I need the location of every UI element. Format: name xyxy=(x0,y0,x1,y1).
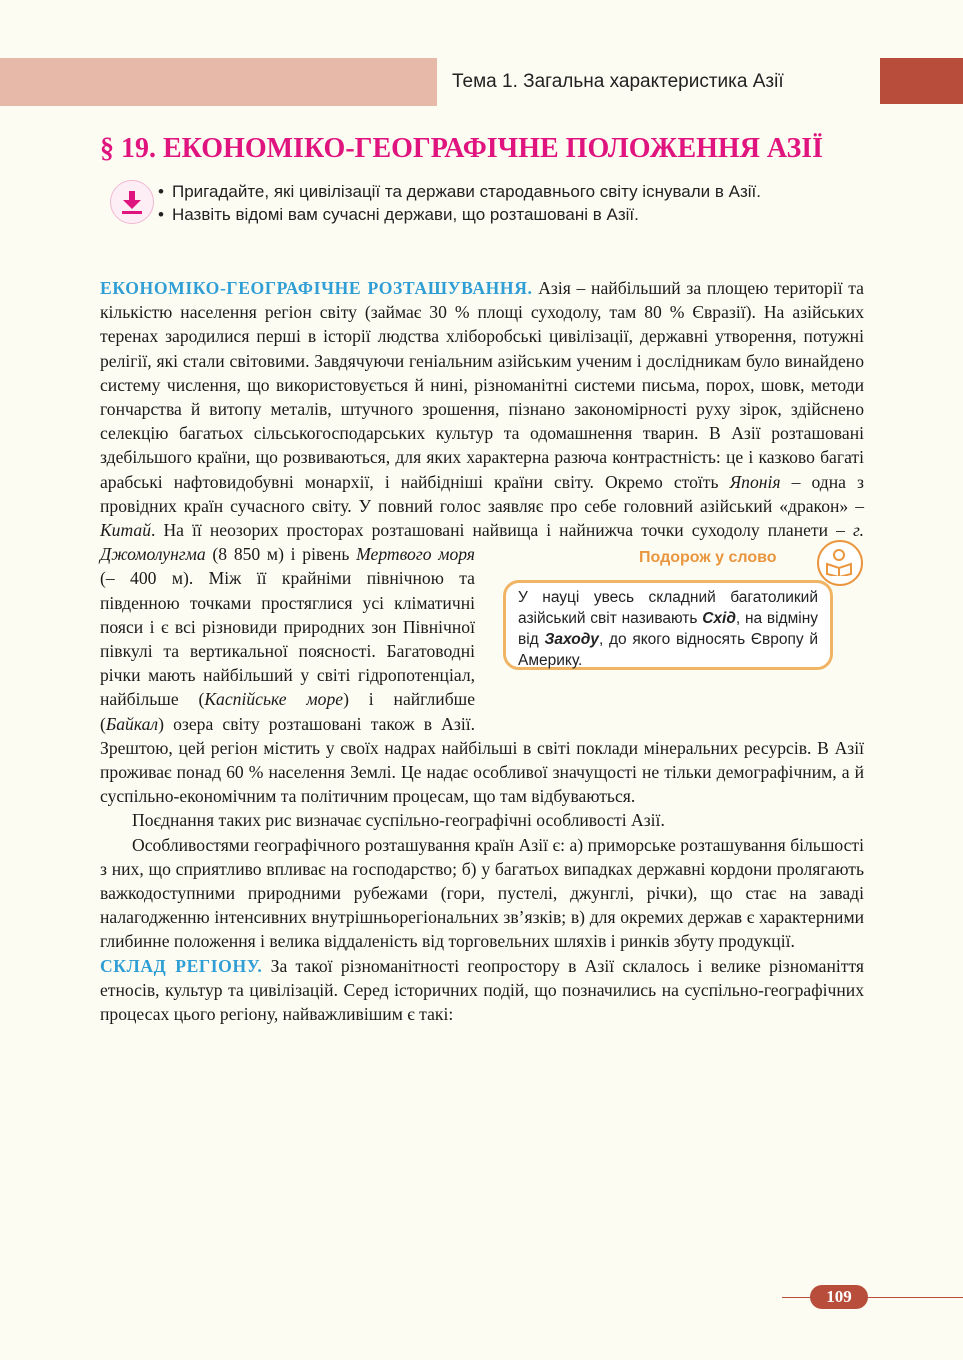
recall-questions xyxy=(158,180,858,226)
text-run: За такої різноманітності геопростору в Азії склалось і велике різноманіття етносів, культур та цивілізацій. Серед історичних подій, що позначились на суспільно-географічних процесах цього регіону, найважливішим є такі: xyxy=(100,955,864,1025)
text-run: – одна з провідних країн сучасного світу. У повний голос заявляє про себе головний азійський «дракон» – xyxy=(100,471,864,516)
section-heading: СКЛАД РЕГІОНУ. xyxy=(100,955,263,976)
reading-person-icon xyxy=(817,540,863,586)
text-run: ) і найглибше ( xyxy=(100,689,476,734)
header-accent-block xyxy=(880,58,963,104)
travel-box xyxy=(489,546,864,716)
term-caspian: Каспійське море xyxy=(204,689,344,710)
travel-box-text xyxy=(503,580,833,670)
text-run: , на відміну від xyxy=(518,610,819,649)
text-run: (– 400 м). Між її крайніми північною та південною точками простяглися усі кліматичні пояси і є всі різновиди природних зон Північної півкулі та вертикальної поясності. Багатоводні річки мають найбільший у світі гідропотенціал, найбільше ( xyxy=(100,568,475,710)
text-run: , до якого відносять Європу й Америку. xyxy=(518,631,818,670)
term-everest: г. Джомолунгма xyxy=(100,520,864,565)
download-icon xyxy=(110,180,154,224)
body-paragraph: Поєднання таких рис визначає суспільно-географічні особливості Азії. xyxy=(132,810,665,831)
paragraph-title: § 19. ЕКОНОМІКО-ГЕОГРАФІЧНЕ ПОЛОЖЕННЯ АЗІЇ xyxy=(100,133,824,164)
text-run: ) озера світу розташовані також в Азії. Зрештою, цей регіон містить у своїх надрах найбільші в світі поклади мінеральних ресурсів. В Азії проживає понад 60 % населення Землі. Це надає особливої значущості не тільки демографічним, а й суспільно-економічним та політичним процесам, що там відбуваються. xyxy=(100,713,864,807)
section-heading: ЕКОНОМІКО-ГЕОГРАФІЧНЕ РОЗТАШУВАННЯ. xyxy=(100,278,533,298)
term-japan: Японія xyxy=(729,471,781,492)
main-text xyxy=(100,276,864,1026)
text-run: У науці увесь складний багатоликий азійський світ називають xyxy=(518,589,818,628)
text-run: (8 850 м) і рівень xyxy=(205,544,357,565)
text-run: . На її неозорих просторах розташовані найвища і найнижча точки суходолу планети – xyxy=(151,520,853,541)
body-paragraph xyxy=(100,954,864,1027)
topic-title: Тема 1. Загальна характеристика Азії xyxy=(452,71,784,92)
recall-question: • Назвіть відомі вам сучасні держави, що розташовані в Азії. xyxy=(158,203,858,226)
recall-question: • Пригадайте, які цивілізації та держави стародавнього світу існували в Азії. xyxy=(158,180,858,203)
term-east: Схід xyxy=(702,610,736,628)
body-paragraph xyxy=(100,276,864,808)
term-china: Китай xyxy=(100,520,151,541)
page-number: 109 xyxy=(810,1285,868,1309)
text-run: Азія – найбільший за площею території та кількістю населення регіон світу (займає 30 % площі суходолу, там 80 % Євразії). На азійських теренах зародилися перші в історії людства хліборобські цивілізації, державні утворення, потужні релігії, які стали світовими. Завдячуючи геніальним азійським ученим і дослідникам було винайдено систему числення, що використовується й нині, різноманітні системи письма, порох, шовк, методи гончарства й витопу металів, штучного зрошення, пізнано закономірності руху зірок, здійснено селекцію багатьох сільськогосподарських культур та одомашнення тварин. В Азії розташовані здебільшого країни, що розвиваються, для яких характерна разюча контрастність: це і казково багаті арабські нафтовидобувні монархії, і найбідніші країни світу. Окремо стоїть xyxy=(100,278,864,492)
header-band xyxy=(0,58,437,106)
term-baikal: Байкал xyxy=(105,713,159,734)
travel-box-label: Подорож у слово xyxy=(639,549,777,567)
term-west: Заходу xyxy=(544,631,599,649)
term-dead-sea: Мертвого моря xyxy=(356,544,475,565)
body-paragraph: Особливостями географічного розташування країн Азії є: а) приморське розташування більшості з них, що сприятливо впливає на господарство; б) у багатьох випадках державні кордони пролягають важкодоступними природними рубежами (гори, пустелі, джунглі, річки), що стає на заваді налагодженню інтенсивних внутрішньорегіональних зв’язків; в) для окремих держав є характерними глибинне положення і велика віддаленість від торговельних шляхів і ринків збуту продукції. xyxy=(100,834,864,952)
